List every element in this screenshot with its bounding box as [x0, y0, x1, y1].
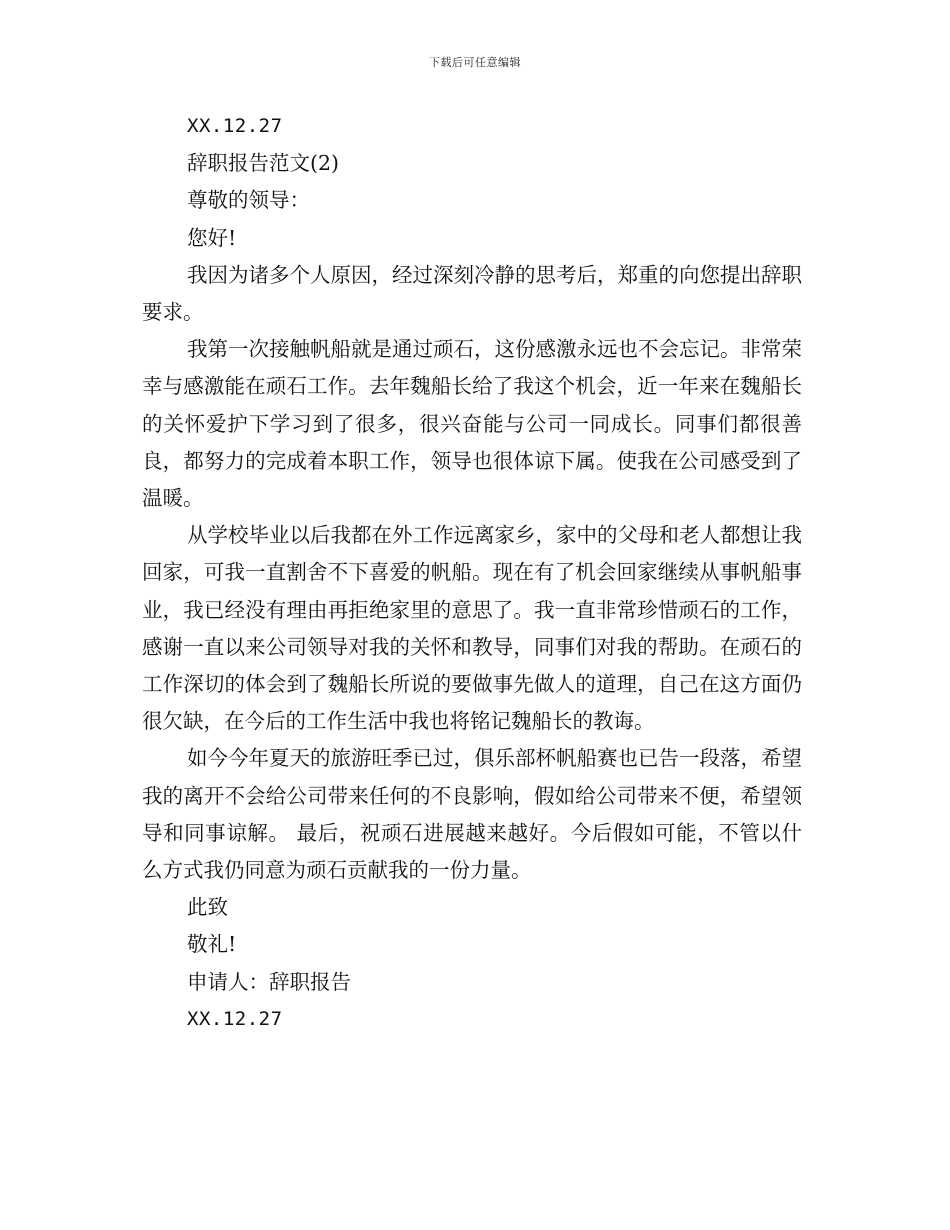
paragraph-1: 我因为诸多个人原因，经过深刻冷静的思考后，郑重的向您提出辞职要求。 — [142, 262, 802, 325]
salutation: 尊敬的领导： — [187, 188, 310, 213]
paragraph-3: 从学校毕业以后我都在外工作远离家乡，家中的父母和老人都想让我回家，可我一直割舍不下喜爱的帆船。现在有了机会回家继续从事帆船事业，我已经没有理由再拒绝家里的意思了。我一直非常珍惜顽石的工作，感谢一直以来公司领导对我的关怀和教导，同事们对我的帮助。在顽石的工作深切的体会到了魏船长所说的要做事先做人的道理，自己在这方面仍很欠缺，在今后的工作生活中我也将铭记魏船长的教诲。 — [142, 523, 802, 734]
date-top: XX.12.27 — [187, 115, 283, 137]
closing-line-1: 此致 — [187, 895, 228, 920]
closing-line-2: 敬礼! — [187, 932, 237, 957]
applicant-line: 申请人：辞职报告 — [187, 969, 351, 994]
header-note: 下载后可任意编辑 — [429, 56, 521, 69]
date-bottom: XX.12.27 — [187, 1007, 283, 1030]
paragraph-2: 我第一次接触帆船就是通过顽石，这份感激永远也不会忘记。非常荣幸与感激能在顽石工作。去年魏船长给了我这个机会，近一年来在魏船长的关怀爱护下学习到了很多，很兴奋能与公司一同成长。同事们都很善良，都努力的完成着本职工作，领导也很体谅下属。使我在公司感受到了温暖。 — [142, 337, 802, 511]
document-body — [142, 108, 802, 1038]
paragraph-4: 如今今年夏天的旅游旺季已过，俱乐部杯帆船赛也已告一段落，希望我的离开不会给公司带来任何的不良影响，假如给公司带来不便，希望领导和同事谅解。 最后，祝顽石进展越来越好。今后假如可能，不管以什么方式我仍同意为顽石贡献我的一份力量。 — [142, 746, 802, 883]
document-title: 辞职报告范文(2) — [187, 151, 340, 176]
greeting: 您好! — [187, 225, 237, 250]
